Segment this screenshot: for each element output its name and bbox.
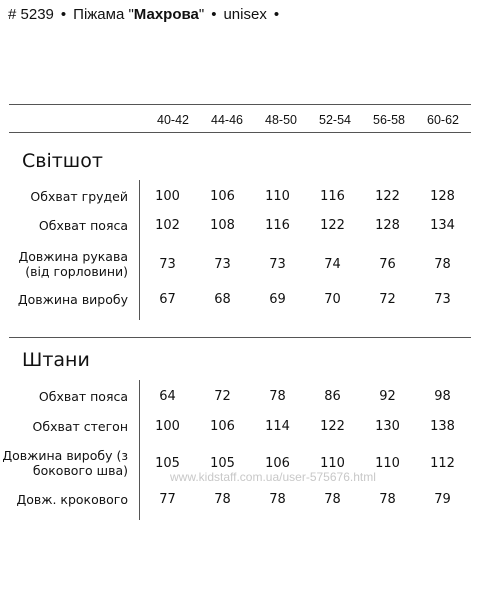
cell: 78 xyxy=(214,491,231,507)
bullet-separator: • xyxy=(60,6,67,23)
cell: 73 xyxy=(269,256,286,272)
cell: 67 xyxy=(159,291,176,307)
cell: 112 xyxy=(430,455,455,471)
cell: 106 xyxy=(210,418,235,434)
size-header: 56-58 xyxy=(373,113,405,127)
row-label: Обхват стегон xyxy=(32,418,128,434)
row-label: Обхват пояса xyxy=(38,388,128,404)
cell: 76 xyxy=(379,256,396,272)
table-row xyxy=(0,247,470,281)
cell: 69 xyxy=(269,291,286,307)
table-row xyxy=(0,385,470,407)
header-divider xyxy=(9,132,471,133)
table-row xyxy=(0,214,470,236)
cell: 128 xyxy=(430,188,455,204)
cell: 128 xyxy=(375,217,400,233)
cell: 110 xyxy=(320,455,345,471)
cell: 78 xyxy=(379,491,396,507)
section-divider xyxy=(9,337,471,338)
product-code: 5239 xyxy=(20,6,54,23)
cell: 74 xyxy=(324,256,341,272)
cell: 73 xyxy=(214,256,231,272)
sweatshirt-title: Світшот xyxy=(22,150,103,172)
top-divider xyxy=(9,104,471,105)
row-label: Обхват грудей xyxy=(30,188,128,204)
cell: 122 xyxy=(320,418,345,434)
table-row xyxy=(0,415,470,437)
cell: 70 xyxy=(324,291,341,307)
size-header: 44-46 xyxy=(211,113,243,127)
cell: 105 xyxy=(155,455,180,471)
product-name: Махрова xyxy=(133,6,199,23)
cell: 92 xyxy=(379,388,396,404)
row-label: Довжина рукава (від горловини) xyxy=(18,249,128,279)
cell: 100 xyxy=(155,188,180,204)
bullet-separator: • xyxy=(273,6,280,23)
size-header: 52-54 xyxy=(319,113,351,127)
cell: 79 xyxy=(434,491,451,507)
gender-label: unisex xyxy=(223,6,267,23)
row-label: Довж. крокового xyxy=(16,491,128,507)
product-name-suffix: " xyxy=(198,6,205,23)
cell: 106 xyxy=(210,188,235,204)
cell: 138 xyxy=(430,418,455,434)
size-header: 60-62 xyxy=(427,113,459,127)
table-row xyxy=(0,185,470,207)
cell: 72 xyxy=(379,291,396,307)
cell: 102 xyxy=(155,217,180,233)
cell: 98 xyxy=(434,388,451,404)
cell: 130 xyxy=(375,418,400,434)
cell: 73 xyxy=(434,291,451,307)
cell: 64 xyxy=(159,388,176,404)
cell: 105 xyxy=(210,455,235,471)
cell: 68 xyxy=(214,291,231,307)
row-label: Довжина виробу xyxy=(17,291,128,307)
cell: 100 xyxy=(155,418,180,434)
cell: 134 xyxy=(430,217,455,233)
cell: 78 xyxy=(269,491,286,507)
size-header: 48-50 xyxy=(265,113,297,127)
cell: 72 xyxy=(214,388,231,404)
product-header xyxy=(8,6,286,23)
table-row xyxy=(0,488,470,510)
row-label: Довжина виробу (з бокового шва) xyxy=(2,448,128,478)
watermark: www.kidstaff.com.ua/user-575676.html xyxy=(170,470,376,484)
row-label: Обхват пояса xyxy=(38,217,128,233)
cell: 86 xyxy=(324,388,341,404)
hash-sign: # xyxy=(8,6,17,23)
cell: 110 xyxy=(265,188,290,204)
cell: 106 xyxy=(265,455,290,471)
cell: 77 xyxy=(159,491,176,507)
cell: 108 xyxy=(210,217,235,233)
cell: 122 xyxy=(320,217,345,233)
product-name-prefix: Піжама " xyxy=(73,6,134,23)
cell: 110 xyxy=(375,455,400,471)
size-header-row xyxy=(146,113,470,127)
cell: 116 xyxy=(265,217,290,233)
cell: 78 xyxy=(324,491,341,507)
cell: 78 xyxy=(269,388,286,404)
table-row xyxy=(0,288,470,310)
cell: 122 xyxy=(375,188,400,204)
bullet-separator: • xyxy=(211,6,217,23)
cell: 73 xyxy=(159,256,176,272)
size-header: 40-42 xyxy=(157,113,189,127)
cell: 116 xyxy=(320,188,345,204)
cell: 114 xyxy=(265,418,290,434)
pants-title: Штани xyxy=(22,349,90,371)
cell: 78 xyxy=(434,256,451,272)
